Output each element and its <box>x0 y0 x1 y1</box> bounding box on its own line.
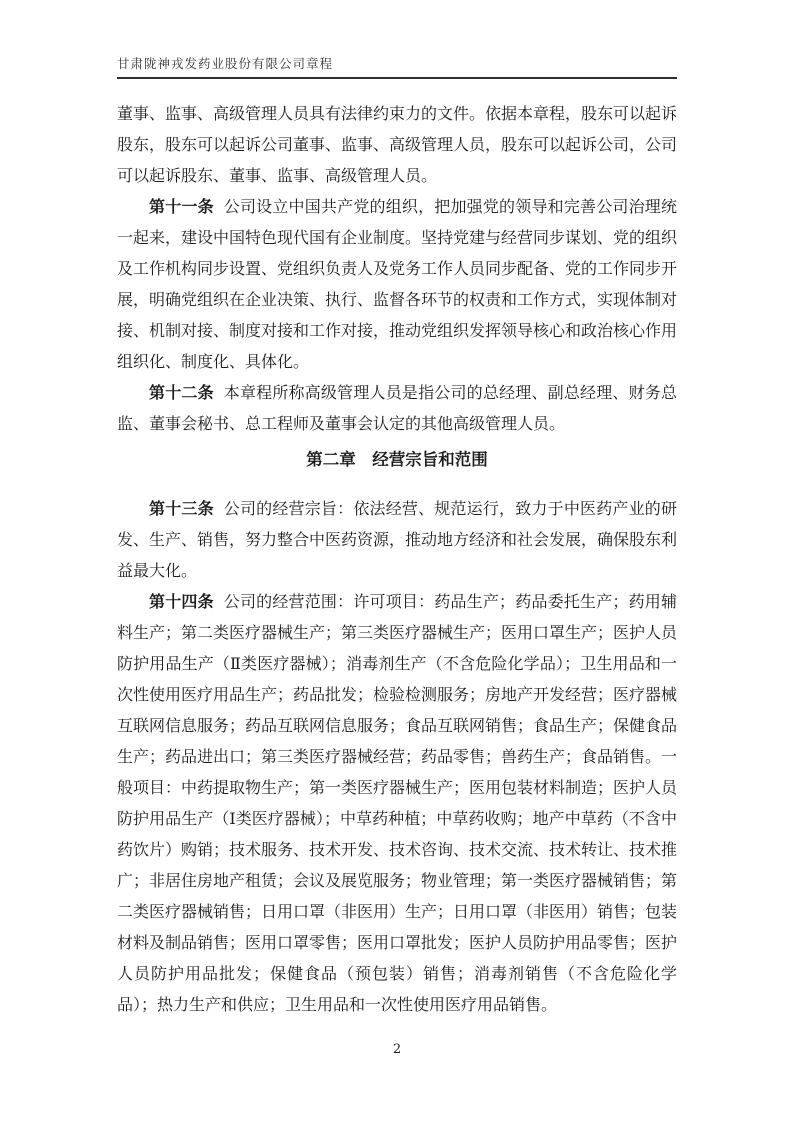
paragraph-text: 本章程所称高级管理人员是指公司的总经理、副总经理、财务总监、董事会秘书、总工程师及董事会认定的其他高级管理人员。 <box>117 383 677 433</box>
paragraph-text: 公司的经营范围：许可项目：药品生产；药品委托生产；药用辅料生产；第二类医疗器械生产；第三类医疗器械生产；医用口罩生产；医护人员防护用品生产（Ⅱ类医疗器械）；消毒剂生产（不含危险化学品）；卫生用品和一次性使用医疗用品生产；药品批发；检验检测服务；房地产开发经营；医疗器械互联网信息服务；药品互联网信息服务；食品互联网销售；食品生产；保健食品生产；药品进出口；第三类医疗器械经营；药品零售；兽药生产；食品销售。一般项目：中药提取物生产；第一类医疗器械生产；医用包装材料制造；医护人员防护用品生产（Ⅰ类医疗器械）；中草药种植；中草药收购；地产中草药（不含中药饮片）购销；技术服务、技术开发、技术咨询、技术交流、技术转让、技术推广；非居住房地产租赁；会议及展览服务；物业管理；第一类医疗器械销售；第二类医疗器械销售；日用口罩（非医用）生产；日用口罩（非医用）销售；包装材料及制品销售；医用口罩零售；医用口罩批发；医护人员防护用品零售；医护人员防护用品批发；保健食品（预包装）销售；消毒剂销售（不含危险化学品）；热力生产和供应；卫生用品和一次性使用医疗用品销售。 <box>117 592 678 1014</box>
paragraph-text: 公司的经营宗旨：依法经营、规范运行，致力于中医药产业的研发、生产、销售，努力整合中医药资源，推动地方经济和社会发展，确保股东利益最大化。 <box>117 499 678 580</box>
paragraph-article-11 <box>117 191 677 377</box>
paragraph-article-12 <box>117 377 677 439</box>
header-title: 甘肃陇神戎发药业股份有限公司章程 <box>117 56 334 71</box>
paragraph-text: 董事、监事、高级管理人员具有法律约束力的文件。依据本章程，股东可以起诉股东，股东可以起诉公司董事、监事、高级管理人员，股东可以起诉公司，公司可以起诉股东、董事、监事、高级管理人员。 <box>117 104 678 185</box>
chapter-heading: 第二章 经营宗旨和范围 <box>306 450 488 469</box>
page-header <box>117 56 677 79</box>
article-11-label: 第十一条 <box>149 197 214 216</box>
article-14-label: 第十四条 <box>149 592 214 611</box>
document-body <box>117 98 677 1020</box>
paragraph-text: 公司设立中国共产党的组织，把加强党的领导和完善公司治理统一起来，建设中国特色现代国有企业制度。坚持党建与经营同步谋划、党的组织及工作机构同步设置、党组织负责人及党务工作人员同步配备、党的工作同步开展，明确党组织在企业决策、执行、监督各环节的权责和工作方式，实现体制对接、机制对接、制度对接和工作对接，推动党组织发挥领导核心和政治核心作用组织化、制度化、具体化。 <box>117 197 678 371</box>
page-number: 2 <box>392 1042 402 1057</box>
paragraph-continuation <box>117 98 677 191</box>
article-13-label: 第十三条 <box>149 499 214 518</box>
paragraph-article-13 <box>117 493 677 586</box>
paragraph-article-14 <box>117 586 677 1020</box>
article-12-label: 第十二条 <box>149 383 214 402</box>
page-footer <box>0 1038 794 1057</box>
